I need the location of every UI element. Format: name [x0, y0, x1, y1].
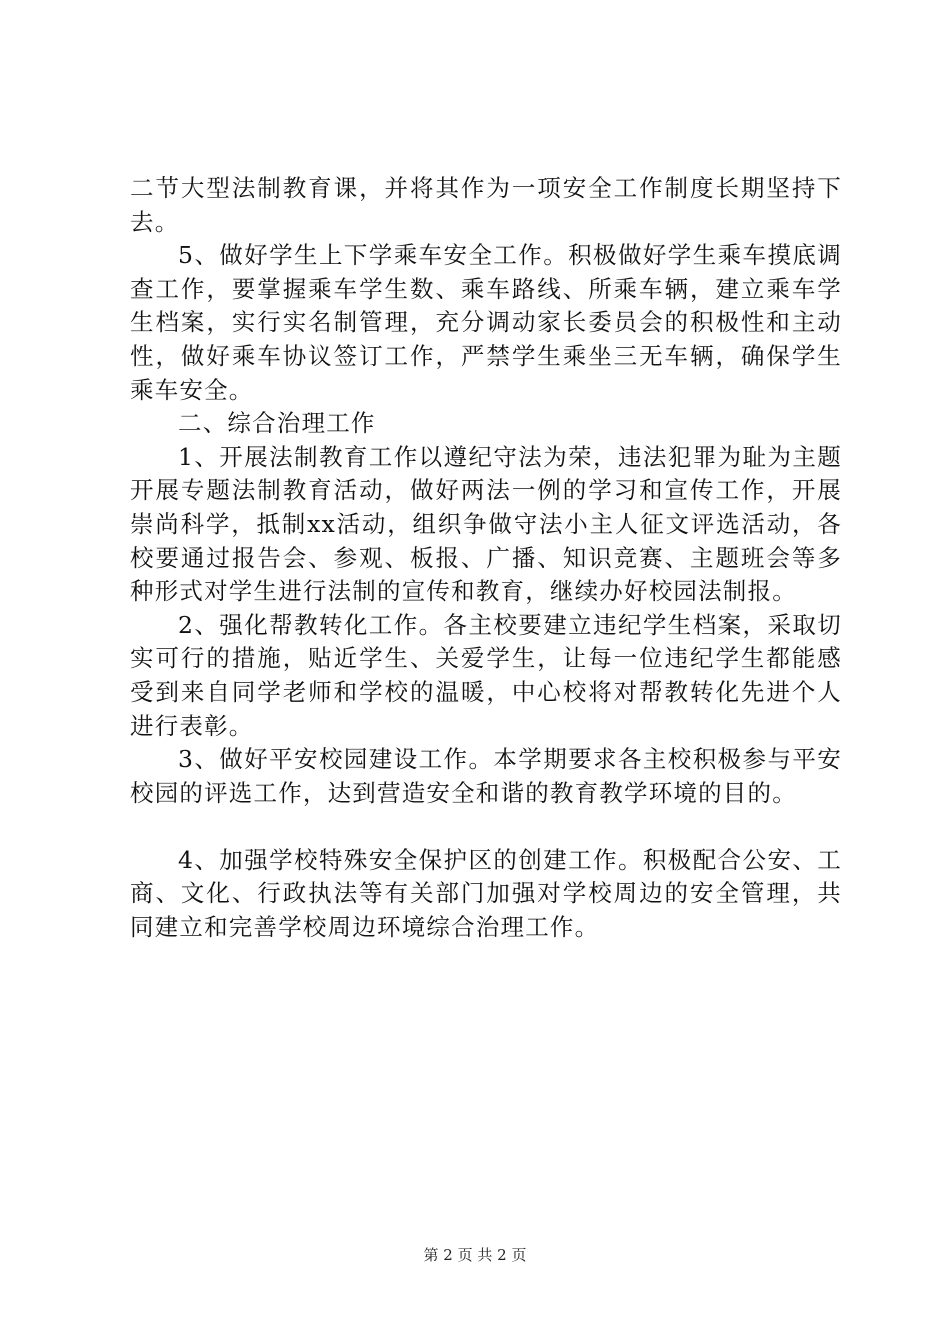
paragraph-item-5: 5、做好学生上下学乘车安全工作。积极做好学生乘车摸底调查工作，要掌握乘车学生数、乘车路线、所乘车辆，建立乘车学生档案，实行实名制管理，充分调动家长委员会的积极性和主动性，做好乘车协议签订工作，严禁学生乘坐三无车辆，确保学生乘车安全。 [130, 241, 842, 404]
paragraph-item-3: 3、做好平安校园建设工作。本学期要求各主校积极参与平安校园的评选工作，达到营造安全和谐的教育教学环境的目的。 [130, 745, 842, 807]
page-footer: 第 2 页 共 2 页 [423, 1246, 527, 1264]
section-heading: 二、综合治理工作 [178, 409, 376, 438]
paragraph-item-1: 1、开展法制教育工作以遵纪守法为荣，违法犯罪为耻为主题开展专题法制教育活动，做好两法一例的学习和宣传工作，开展崇尚科学，抵制xx活动，组织争做守法小主人征文评选活动，各校要通过报告会、参观、板报、广播、知识竞赛、主题班会等多种形式对学生进行法制的宣传和教育，继续办好校园法制报。 [130, 442, 842, 606]
paragraph-item-4: 4、加强学校特殊安全保护区的创建工作。积极配合公安、工商、文化、行政执法等有关部门加强对学校周边的安全管理，共同建立和完善学校周边环境综合治理工作。 [130, 845, 842, 942]
paragraph-item-2: 2、强化帮教转化工作。各主校要建立违纪学生档案，采取切实可行的措施，贴近学生、关爱学生，让每一位违纪学生都能感受到来自同学老师和学校的温暖，中心校将对帮教转化先进个人进行表彰。 [130, 610, 842, 740]
document-body [130, 172, 842, 945]
paragraph-spacer [130, 810, 842, 844]
paragraph-continuation: 二节大型法制教育课，并将其作为一项安全工作制度长期坚持下去。 [130, 174, 842, 236]
